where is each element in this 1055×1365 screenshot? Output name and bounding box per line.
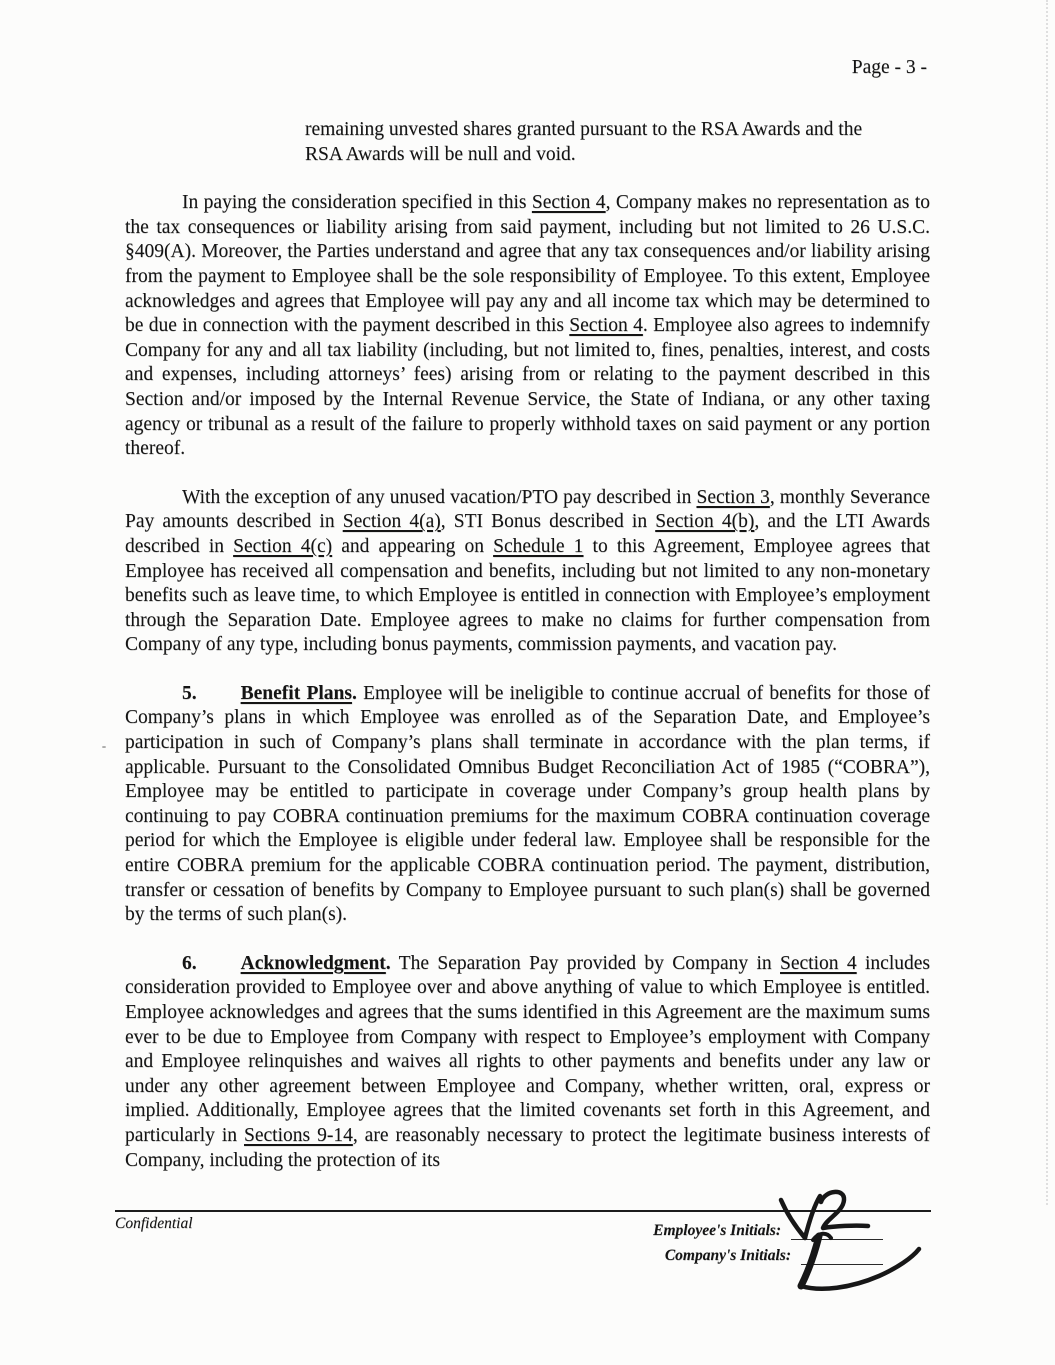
page-number: Page - 3 -	[851, 57, 927, 78]
document-body	[125, 118, 930, 1173]
paragraph-compensation-received: With the exception of any unused vacation/PTO pay described in Section 3, monthly Severance Pay amounts described in Section 4(a), STI Bonus described in Section 4(b), and the LTI Awards described in Section 4(c) and appearing on Schedule 1 to this Agreement, Employee agrees that Employee has received all compensation and benefits, including but not limited to any non-monetary benefits such as leave time, to which Employee is entitled in connection with Employee’s employment through the Separation Date. Employee agrees to make no claims for further compensation from Company of any type, including bonus payments, commission payments, and vacation pay.	[125, 486, 931, 656]
scan-speck	[102, 746, 106, 748]
page-header	[0, 0, 1055, 80]
quote-block-rsa-awards: remaining unvested shares granted pursuant to the RSA Awards and the RSA Awards will be null and void.	[305, 119, 863, 165]
handwritten-initials	[755, 1188, 965, 1306]
paragraph-5-benefit-plans: 5. Benefit Plans. Employee will be ineligible to continue accrual of benefits for those of Company’s plans in which Employee was enrolled as of the Separation Date, and Employee’s participation in such of Company’s plans shall terminate in accordance with the plan terms, if applicable. Pursuant to the Consolidated Omnibus Budget Reconciliation Act of 1985 (“COBRA”), Employee may be entitled to participate in coverage under Company’s group health plans by continuing to pay COBRA continuation premiums for the maximum COBRA continuation coverage period for which the Employee is eligible under federal law. Employee shall be responsible for the entire COBRA premium for the applicable COBRA continuation period. The payment, distribution, transfer or cessation of benefits by Company to Employee pursuant to such plan(s) shall be governed by the terms of such plan(s).	[125, 682, 930, 926]
confidential-label: Confidential	[115, 1215, 193, 1232]
company-initials-label: Company's Initials:	[664, 1247, 791, 1264]
employee-initials-label: Employee's Initials:	[653, 1222, 781, 1239]
paragraph-6-acknowledgment: 6. Acknowledgment. The Separation Pay provided by Company in Section 4 includes consideration provided to Employee over and above anything of value to which Employee is entitled. Employee acknowledges and agrees that the sums identified in this Agreement are the maximum sums ever to be due to Employee from Company with respect to Employee’s employment with Company and Employee relinquishes and waives all rights to other payments and benefits under any law or under any other agreement between Employee and Company, whether written, oral, express or implied. Additionally, Employee agrees that the limited covenants set forth in this Agreement, and particularly in Sections 9-14, are reasonably necessary to protect the legitimate business interests of Company, including the protection of its	[125, 952, 931, 1171]
paragraph-tax-consequences: In paying the consideration specified in this Section 4, Company makes no representation as to the tax consequences or liability arising from said payment, including but not limited to 26 U.S.C. §409(A). Moreover, the Parties understand and agree that any tax consequences and/or liability arising from the payment to Employee shall be the sole responsibility of Employee. To this extent, Employee acknowledges and agrees that Employee will pay any and all income tax which may be determined to be due in connection with the payment described in this Section 4. Employee also agrees to indemnify Company for any and all tax liability (including, but not limited to, fines, penalties, interest, and costs and expenses, including attorneys’ fees) arising from or relating to the payment described in this Section and/or imposed by the Internal Revenue Service, the State of Indiana, or any other taxing agency or tribunal as a result of the failure to properly withhold taxes on said payment or any portion thereof.	[125, 192, 930, 460]
scan-noise-right-edge	[1046, 0, 1048, 1205]
